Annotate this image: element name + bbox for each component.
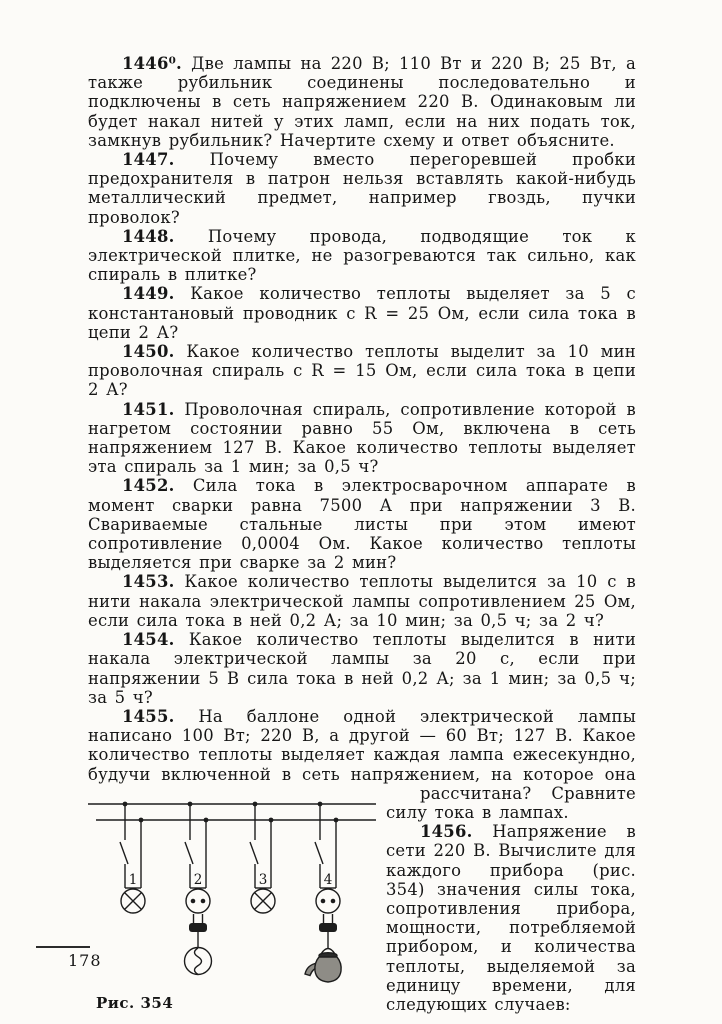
knife-switch-icon — [185, 842, 193, 864]
figure-354 — [88, 784, 376, 1012]
problem-text: Какое количество теплоты выделит за 10 мин проволочная спираль с R = 15 Ом, если сила тока в цепи 2 А? — [88, 342, 636, 400]
problem-1452 — [88, 476, 636, 572]
kettle-icon — [305, 948, 341, 982]
figure-caption: Рис. 354 — [96, 993, 174, 1012]
lamp-symbol-icon — [251, 889, 275, 913]
problem-text: Напряжение в сети 220 В. Вычислите для каждого прибора (рис. 354) значения силы тока, сопротивления прибора, мощности, потребляемой прибором, и количества теплоты, выделяемой за единицу времени, для следующих случаев: — [386, 822, 636, 1014]
problem-text: Почему провода, подводящие ток к электрической плитке, не разогреваются так сильно, как спираль в плитке? — [88, 226, 636, 285]
problem-number: 1453. — [122, 572, 175, 592]
branch-label-1: 1 — [128, 871, 138, 888]
problem-1450 — [88, 342, 636, 400]
problem-1454 — [88, 630, 636, 707]
problem-number: 1449. — [122, 284, 175, 304]
problem-number: 1450. — [122, 342, 175, 362]
problem-number: 1456. — [420, 822, 473, 842]
circuit-branch-1 — [120, 801, 145, 912]
page-number: 178 — [68, 951, 102, 970]
problem-number: 1446⁰. — [122, 54, 183, 73]
problem-number: 1447. — [122, 150, 175, 170]
problem-1455-continued: рассчитана? Сравните силу тока в лампах. — [386, 783, 636, 822]
plug-icon — [189, 914, 207, 947]
text-block — [88, 54, 636, 1014]
bus-wires — [88, 804, 376, 820]
branch-label-3: 3 — [258, 871, 268, 888]
problem-1455 — [88, 707, 636, 784]
page-footer — [36, 946, 102, 970]
lamp-symbol-icon — [121, 889, 145, 913]
problem-1451 — [88, 400, 636, 477]
problem-text: На баллоне одной электрической лампы написано 100 Вт; 220 В, а другой — 60 Вт; 127 В. Какое количество теплоты выделяет каждая лампа ежесекундно, будучи включенной в сеть напряжением, на которое она — [88, 706, 636, 784]
problem-text: Сила тока в электросварочном аппарате в момент сварки равна 7500 А при напряжении 3 В. Свариваемые стальные листы при этом имеют сопротивление 0,0004 Ом. Какое количество теплоты выделяется при сварке за 2 мин? — [88, 476, 636, 573]
circuit-branch-2 — [185, 801, 212, 974]
problem-1449 — [88, 284, 636, 342]
problem-text: Проволочная спираль, сопротивление которой в нагретом состоянии равно 55 Ом, включена в сеть напряжением 127 В. Какое количество теплоты выделяет эта спираль за 1 мин; за 0,5 ч? — [88, 399, 636, 477]
problem-number: 1454. — [122, 630, 175, 650]
circuit-branch-4 — [305, 801, 341, 981]
branch-label-4: 4 — [323, 871, 333, 888]
problem-1448 — [88, 227, 636, 285]
problem-text: Какое количество теплоты выделится за 10 с в нити накала электрической лампы сопротивлением 25 Ом, если сила тока в ней 0,2 А; за 10 мин; за 0,5 ч; за 2 ч? — [88, 572, 636, 630]
knife-switch-icon — [250, 842, 258, 864]
plug-icon — [319, 914, 337, 948]
table-lamp-icon — [185, 947, 212, 974]
socket-symbol-icon — [186, 889, 210, 913]
footer-rule — [36, 946, 90, 948]
problem-text: Какое количество теплоты выделяет за 5 с константановый проводник с R = 25 Ом, если сила тока в цепи 2 А? — [88, 284, 636, 342]
problem-1447 — [88, 150, 636, 227]
problem-1446 — [88, 54, 636, 150]
figure-and-text-row — [88, 784, 636, 1014]
problem-1453 — [88, 572, 636, 630]
problem-text: Две лампы на 220 В; 110 Вт и 220 В; 25 Вт, а также рубильник соединены последовательно и подключены в сеть напряжением 220 В. Одинаковым ли будет накал нитей у этих ламп, если на них подать ток, замкнув рубильник? Начертите схему и ответ объясните. — [88, 54, 636, 150]
problem-number: 1455. — [122, 706, 175, 726]
problem-number: 1451. — [122, 399, 175, 419]
knife-switch-icon — [120, 842, 128, 864]
branch-label-2: 2 — [193, 871, 203, 888]
socket-symbol-icon — [316, 889, 340, 913]
problem-number: 1452. — [122, 476, 175, 496]
circuit-branch-3 — [250, 801, 275, 912]
problem-text: Почему вместо перегоревшей пробки предохранителя в патрон нельзя вставлять какой-нибудь металлический предмет, например гвоздь, пучки проволок? — [88, 150, 636, 227]
problem-text: Какое количество теплоты выделится в нити накала электрической лампы за 20 с, если при напряжении 5 В сила тока в ней 0,2 А; за 1 мин; за 0,5 ч; за 5 ч? — [88, 630, 636, 707]
narrow-text-column — [386, 784, 636, 1014]
problem-1456 — [386, 822, 636, 1014]
circuit-diagram — [88, 794, 376, 988]
knife-switch-icon — [315, 842, 323, 864]
problem-number: 1448. — [122, 226, 175, 246]
